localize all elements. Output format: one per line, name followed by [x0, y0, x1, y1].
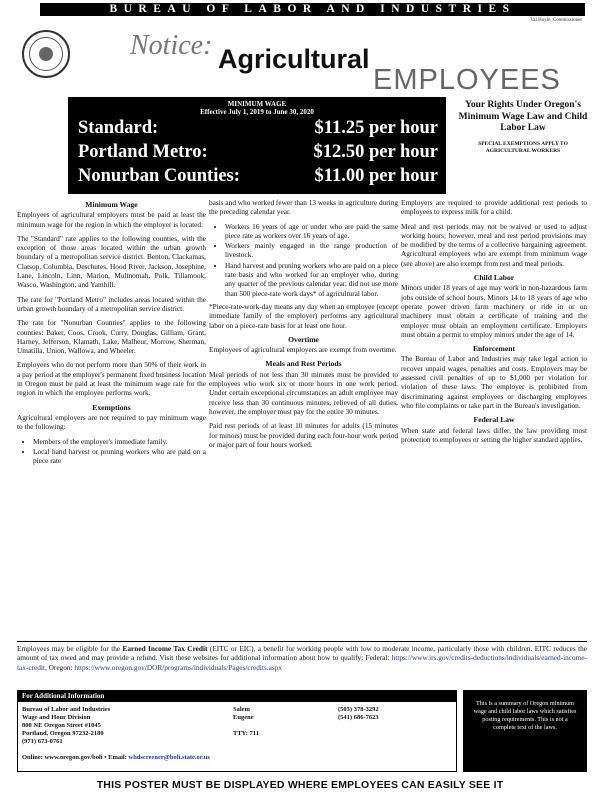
rights-heading: Your Rights Under Oregon's Minimum Wage Law and Child Labor Law	[458, 100, 588, 133]
paragraph: Employees of agricultural employers must be paid at least the minimum wage for the region in which the employer is located:	[17, 210, 206, 229]
office-name: Salem	[233, 706, 250, 713]
commissioner-name: Val Hoyle, Commissioner	[530, 18, 582, 23]
paragraph: Agricultural employers are not required to pay minimum wage to the following:	[17, 412, 206, 432]
info-heading: For Additional Information	[18, 691, 456, 702]
address-line: Portland, Oregon 97232-2180	[22, 730, 104, 737]
paragraph: *Piece-rate-work-day means any day when an employee (except immediate family of the employer) performs any agricultural labor on a piece-rate basis for at least one hour.	[209, 301, 398, 330]
rate-row-portland	[68, 140, 446, 164]
list-item: • Local hand harvest or pruning workers who are paid on a piece rate	[33, 447, 206, 466]
section-heading: Meals and Rest Periods	[265, 359, 342, 369]
bureau-address	[22, 706, 202, 746]
eitc-text: Employees may be eligible for the	[17, 644, 123, 653]
minimum-wage-label: MINIMUM WAGE	[227, 100, 287, 108]
rights-heading-block	[456, 100, 590, 155]
email-link[interactable]: whdscreener@boli.state.or.us	[128, 754, 210, 761]
section-heading: Overtime	[288, 334, 319, 344]
oregon-eitc-link[interactable]: https://www.oregon.gov/DOR/programs/individuals/Pages/credits.aspx	[74, 662, 283, 672]
section-heading: Enforcement	[472, 344, 516, 354]
list-item: • Workers mainly engaged in the range production of livestock.	[225, 241, 398, 260]
federal-eitc-link[interactable]: https://www.irs.gov/credits-deductions/individuals/earned-income-tax-credit	[17, 653, 587, 672]
paragraph: The rate for "Nonurban Counties" applies to the following counties: Baker, Coos, Crook, Curry, Douglas, Gilliam, Grant, Harney, Jefferson, Klamath, Lake, Malheur, Morrow, Sherman, Umatilla, Union, Wallowa, and Wheeler.	[17, 318, 206, 356]
section-heading: Minimum Wage	[85, 200, 138, 209]
phone-number: (541) 686-7623	[338, 714, 379, 721]
rate-row-nonurban	[68, 164, 446, 188]
rate-region: Standard:	[78, 118, 159, 138]
rate-row-standard	[68, 116, 446, 140]
rate-value: $11.00 per hour	[314, 166, 438, 186]
office-list	[233, 706, 293, 722]
paragraph: Employers are required to provide additional rest periods to employees to express milk for a child.	[401, 198, 587, 217]
paragraph: The "Standard" rate applies to the following counties, with the exception of those areas located within the urban growth boundary of a metropolitan service district. Benton, Clackamas, Clatsop, Columbia, Deschutes, Hood River, Jackson, Josephine, Lane, Lincoln, Linn, Marion, Multnomah, Polk, Tillamook, Wasco, Washington, and Yamhill.	[17, 233, 206, 290]
additional-info-box	[17, 690, 457, 772]
paragraph: When state and federal laws differ, the law providing most protection to employees or setting the higher standard applies.	[401, 425, 587, 444]
list-item: • Workers 16 years of age or under who are paid the same piece rate as workers over 16 years of age.	[225, 222, 398, 241]
address-line: Wage and Hour Division	[22, 714, 91, 721]
paragraph: basis and who worked fewer than 13 weeks in agriculture during the preceding calendar year.	[209, 198, 398, 217]
rate-region: Nonurban Counties:	[78, 166, 240, 186]
address-line: 800 NE Oregon Street #1045	[22, 722, 101, 729]
rate-value: $12.50 per hour	[313, 142, 438, 162]
notice-label: Notice:	[130, 30, 213, 61]
address-line: (971) 673-0761	[22, 738, 63, 745]
list-item: • Members of the employer's immediate family.	[33, 437, 206, 446]
poster-title: Agricultural	[218, 44, 370, 74]
bureau-banner: BUREAU OF LABOR AND INDUSTRIES	[40, 3, 585, 16]
phone-list	[338, 706, 448, 722]
column-1	[17, 198, 206, 469]
paragraph: Paid rest periods of at least 10 minutes for adults (15 minutes for minors) must be provided during each four-hour work period or major part of four hours worked.	[209, 421, 398, 449]
effective-dates: Effective July 1, 2019 to June 30, 2020	[200, 108, 314, 116]
exemption-list	[209, 222, 398, 298]
section-heading: Child Labor	[473, 273, 515, 283]
paragraph: The Bureau of Labor and Industries may take legal action to recover unpaid wages, penalties and costs. Employers may be assessed civil penalties of up to $1,000 per violation for violation of these laws. The employer is prohibited from discriminating against employees or discharging employees who file complaints or take part in the Bureau's investigation.	[401, 354, 587, 410]
paragraph: Minors under 18 years of age may work in non-hazardous farm jobs outside of school hours. Minors 14 to 18 years of age who operate power driven farm machinery or ride in or on machinery must obtain a certificate of training and the employer must obtain an employment certificate. Employers must obtain a permit to employ minors under the age of 14.	[401, 283, 587, 339]
paragraph: Employees who do not perform more than 50% of their work in a pay period at the employer's permanent fixed business location in Oregon must be paid at least the minimum wage rate for the region in which the employee performs work.	[17, 360, 206, 398]
eitc-text: (EITC or EIC), a benefit for working people with low to moderate income, particularly those with children. EITC reduces the amount of tax owed and may provide a refund. Visit these websites for additional information about how to qualify: Federal:	[17, 644, 587, 663]
minimum-wage-box	[68, 97, 446, 194]
paragraph: Employees of agricultural employers are exempt from overtime.	[209, 345, 397, 355]
rate-region: Portland Metro:	[78, 142, 208, 162]
paragraph: The rate for "Portland Metro" includes areas located within the urban growth boundary of a metropolitan service district.	[17, 294, 206, 313]
exemption-list	[17, 437, 206, 466]
phone-number: (503) 378-3292	[338, 706, 379, 713]
eitc-text: , Oregon:	[44, 662, 75, 672]
eitc-bold: Earned Income Tax Credit	[122, 644, 208, 653]
rate-value: $11.25 per hour	[314, 118, 438, 138]
office-name: Eugene	[233, 714, 254, 721]
address-line: Bureau of Labor and Industries	[22, 706, 111, 713]
poster-subtitle: EMPLOYEES	[373, 64, 561, 96]
tty-number: TTY: 711	[233, 730, 259, 737]
section-heading: Exemptions	[92, 402, 131, 412]
posting-requirement: THIS POSTER MUST BE DISPLAYED WHERE EMPLOYEES CAN EASILY SEE IT	[96, 779, 504, 791]
paragraph: Meal and rest periods may not be waived or used to adjust working hours; however, meal and rest period provisions may be modified by the terms of a collective bargaining agreement. Agricultural employees who are exempt from minimum wage (see above) are also exempt from rest and meal periods.	[401, 221, 587, 268]
list-item: • Hand harvest and pruning workers who are paid on a piece rate basis and who worked for an employer who, during any quarter of the previous calendar year, did not use more than 500 piece-rate work days* of agricultural labor.	[225, 261, 398, 298]
eitc-notice	[17, 641, 587, 672]
column-2	[209, 198, 398, 454]
online-contact	[22, 754, 452, 762]
column-3	[401, 198, 587, 449]
online-label: Online: www.oregon.gov/boli • Email:	[22, 754, 129, 761]
paragraph: Meal periods of not less than 30 minutes must be provided to employees who work six or more hours in one work period. Under certain exceptional circumstances an adult employee may receive less than 30 continuous minutes, relieved of all duties, however, the employer must pay for the entire 30 minutes.	[209, 369, 398, 416]
exemptions-note: SPECIAL EXEMPTIONS APPLY TO AGRICULTURAL WORKERS	[478, 140, 568, 154]
summary-note: This is a summary of Oregon minimum wage and child labor laws which satisfies posting requirements. This is not a complete text of the laws.	[463, 690, 587, 772]
state-seal-icon	[22, 30, 70, 78]
section-heading: Federal Law	[473, 415, 515, 425]
